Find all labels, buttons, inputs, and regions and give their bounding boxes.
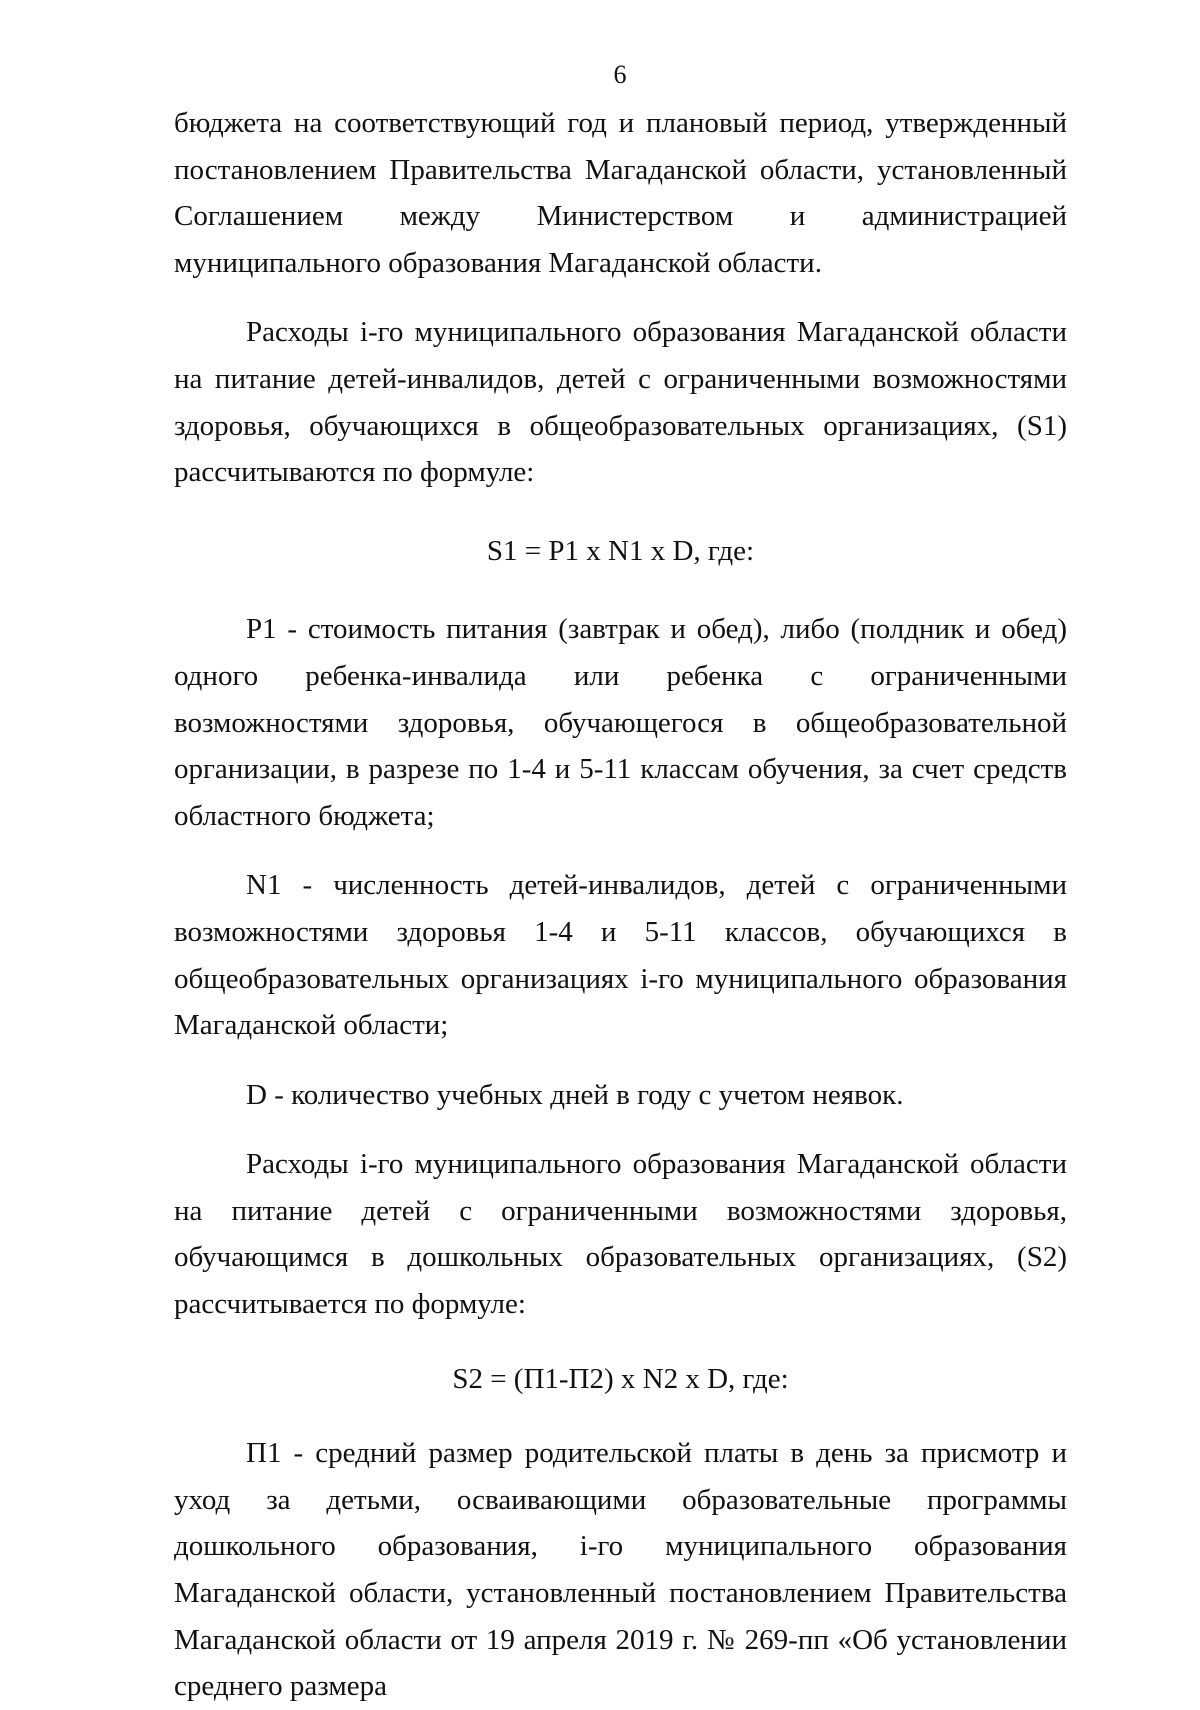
definition-p1: P1 - стоимость питания (завтрак и обед), либо (полдник и обед) одного ребенка-инвалида или ребенка с ограниченными возможностями здоровья, обучающегося в общеобразовательной организации, в разрезе по 1-4 и 5-11 классам обучения, за счет средств областного бюджета; [174, 613, 1067, 832]
definition-n1: N1 - численность детей-инвалидов, детей с ограниченными возможностями здоровья 1-4 и 5-11 классов, обучающихся в общеобразовательных организациях i-го муниципального образования Магаданской области; [174, 869, 1067, 1042]
page-number: 6 [613, 60, 627, 89]
paragraph-s1-intro: Расходы i-го муниципального образования Магаданской области на питание детей-инвалидов, детей с ограниченными возможностями здоровья, обучающихся в общеобразовательных организациях, (S1) рассчитываются по формуле: [174, 316, 1067, 489]
document-body [174, 100, 1067, 1710]
formula-s2-block [174, 1356, 1067, 1403]
formula-s2: S2 = (П1-П2) x N2 x D, где: [452, 1362, 789, 1395]
formula-s1-block [174, 528, 1067, 575]
formula-s1: S1 = P1 x N1 x D, где: [486, 534, 755, 567]
paragraph-s2-intro: Расходы i-го муниципального образования Магаданской области на питание детей с ограниченными возможностями здоровья, обучающимся в дошкольных образовательных организациях, (S2) рассчитывается по формуле: [174, 1148, 1067, 1321]
definition-d: D - количество учебных дней в году с учетом неявок. [246, 1078, 904, 1111]
paragraph-budget-continuation: бюджета на соответствующий год и плановый период, утвержденный постановлением Правительства Магаданской области, установленный Соглашением между Министерством и администрацией муниципального образования Магаданской области. [174, 107, 1067, 279]
definition-pi1: П1 - средний размер родительской платы в день за присмотр и уход за детьми, осваивающими образовательные программы дошкольного образования, i-го муниципального образования Магаданской области, установленный постановлением Правительства Магаданской области от 19 апреля 2019 г. № 269-пп «Об установлении среднего размера [174, 1437, 1067, 1703]
